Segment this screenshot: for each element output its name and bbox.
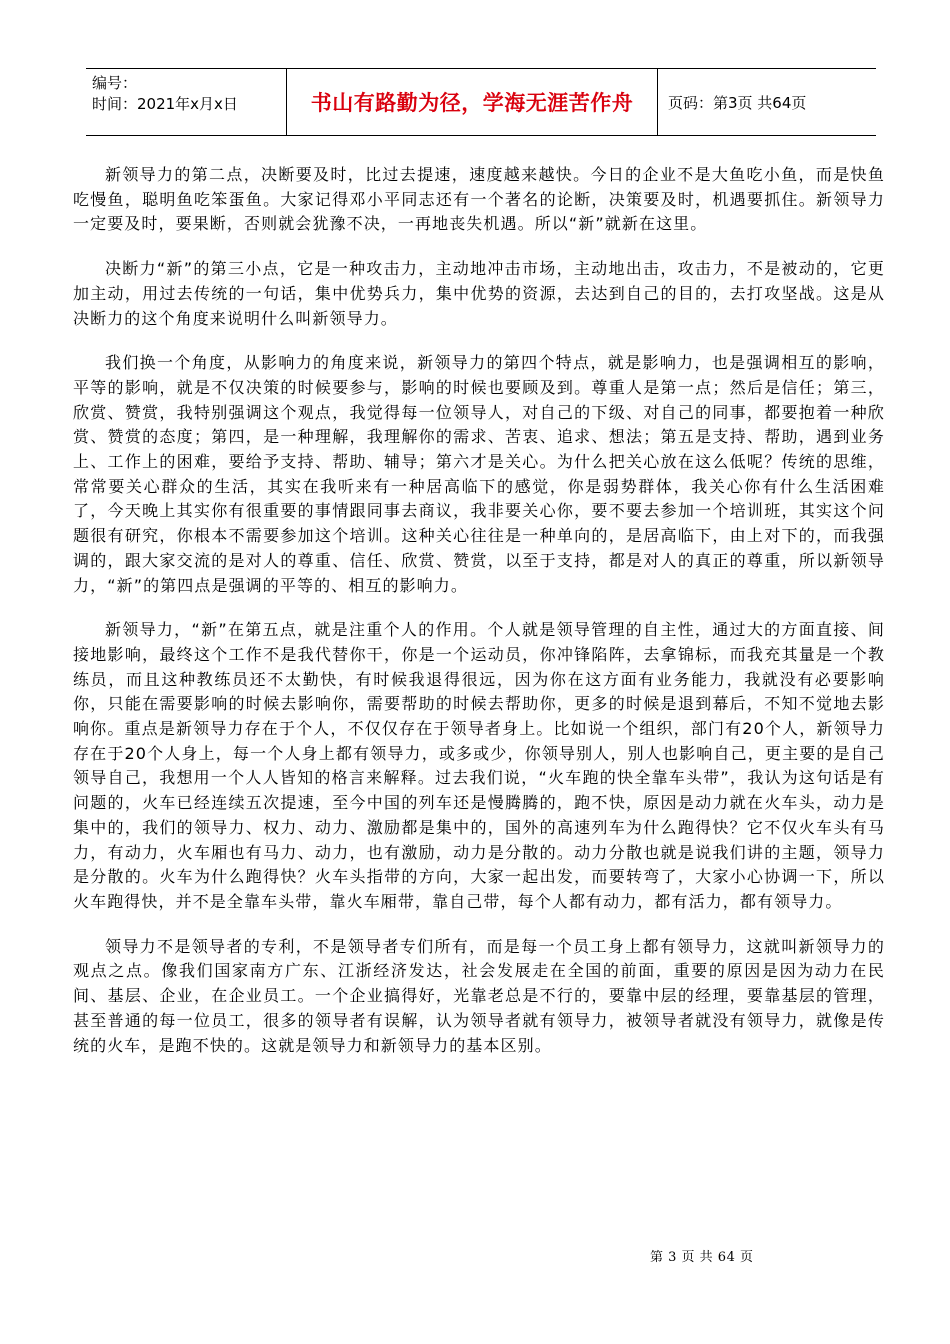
body-paragraph: 新领导力，“新”在第五点，就是注重个人的作用。个人就是领导管理的自主性，通过大的方面直接、间接地影响，最终这个工作不是我代替你干，你是一个运动员，你冲锋陷阵，去拿锦标，而我充其量是一个教练员，而且这种教练员还不太勤快，有时候我退得很远，因为你在这方面有业务能力，我就没有必要影响你，只能在需要影响的时候去影响你，需要帮助的时候去帮助你，更多的时候是退到幕后，不知不觉地去影响你。重点是新领导力存在于个人，不仅仅存在于领导者身上。比如说一个组织，部门有20个人，新领导力存在于20个人身上，每一个人身上都有领导力，或多或少，你领导别人，别人也影响自己，更主要的是自己领导自己，我想用一个人人皆知的格言来解释。过去我们说，“火车跑的快全靠车头带”，我认为这句话是有问题的，火车已经连续五次提速，至今中国的列车还是慢腾腾的，跑不快，原因是动力就在火车头，动力是集中的，我们的领导力、权力、动力、激励都是集中的，国外的高速列车为什么跑得快？它不仅火车头有马力，有动力，火车厢也有马力、动力，也有激励，动力是分散的。动力分散也就是说我们讲的主题，领导力是分散的。火车为什么跑得快？火车头指带的方向，大家一起出发，而要转弯了，大家小心协调一下，所以火车跑得快，并不是全靠车头带，靠火车厢带，靠自己带，每个人都有动力，都有活力，都有领导力。 (73, 620, 885, 911)
body-paragraph: 领导力不是领导者的专利，不是领导者专们所有，而是每一个员工身上都有领导力，这就叫新领导力的观点之点。像我们国家南方广东、江浙经济发达，社会发展走在全国的前面，重要的原因是因为动力在民间、基层、企业，在企业员工。一个企业搞得好，光靠老总是不行的，要靠中层的经理，要靠基层的管理，甚至普通的每一位员工，很多的领导者有误解，认为领导者就有领导力，被领导者就没有领导力，就像是传统的火车，是跑不快的。这就是领导力和新领导力的基本区别。 (73, 936, 885, 1055)
document-body (73, 163, 885, 1078)
header-motto-cell (286, 69, 658, 135)
footer-page-number: 第 3 页 共 64 页 (650, 1250, 754, 1265)
header-meta-cell (86, 69, 286, 135)
document-time-label: 时间：2021年x月x日 (92, 95, 238, 113)
document-number-label: 编号： (92, 74, 138, 92)
header-page-cell (658, 69, 876, 135)
page-footer (650, 1246, 753, 1265)
body-paragraph: 决断力“新”的第三小点，它是一种攻击力，主动地冲击市场，主动地出击，攻击力，不是被动的，它更加主动，用过去传统的一句话，集中优势兵力，集中优势的资源，去达到自己的目的，去打攻坚战。这是从决断力的这个角度来说明什么叫新领导力。 (73, 259, 885, 328)
header-page-number: 页码：第3页 共64页 (668, 93, 807, 112)
document-header (86, 68, 876, 136)
body-paragraph: 我们换一个角度，从影响力的角度来说，新领导力的第四个特点，就是影响力，也是强调相互的影响，平等的影响，就是不仅决策的时候要参与，影响的时候也要顾及到。尊重人是第一点；然后是信任；第三，欣赏、赞赏，我特别强调这个观点，我觉得每一位领导人，对自己的下级、对自己的同事，都要抱着一种欣赏、赞赏的态度；第四，是一种理解，我理解你的需求、苦衷、追求、想法；第五是支持、帮助，遇到业务上、工作上的困难，要给予支持、帮助、辅导；第六才是关心。为什么把关心放在这么低呢？传统的思维，常常要关心群众的生活，其实在我听来有一种居高临下的感觉，你是弱势群体，我关心你有什么生活困难了，今天晚上其实你有很重要的事情跟同事去商议，我非要关心你，要不要去参加一个培训班，其实这个问题很有研究，你根本不需要参加这个培训。这种关心往往是一种单向的，是居高临下，由上对下的，而我强调的，跟大家交流的是对人的尊重、信任、欣赏、赞赏，以至于支持，都是对人的真正的尊重，所以新领导力，“新”的第四点是强调的平等的、相互的影响力。 (73, 353, 885, 595)
body-paragraph: 新领导力的第二点，决断要及时，比过去提速，速度越来越快。今日的企业不是大鱼吃小鱼，而是快鱼吃慢鱼，聪明鱼吃笨蛋鱼。大家记得邓小平同志还有一个著名的论断，决策要及时，机遇要抓住。新领导力一定要及时，要果断，否则就会犹豫不决，一再地丧失机遇。所以“新”就新在这里。 (73, 165, 885, 234)
header-motto: 书山有路勤为径，学海无涯苦作舟 (310, 91, 634, 115)
